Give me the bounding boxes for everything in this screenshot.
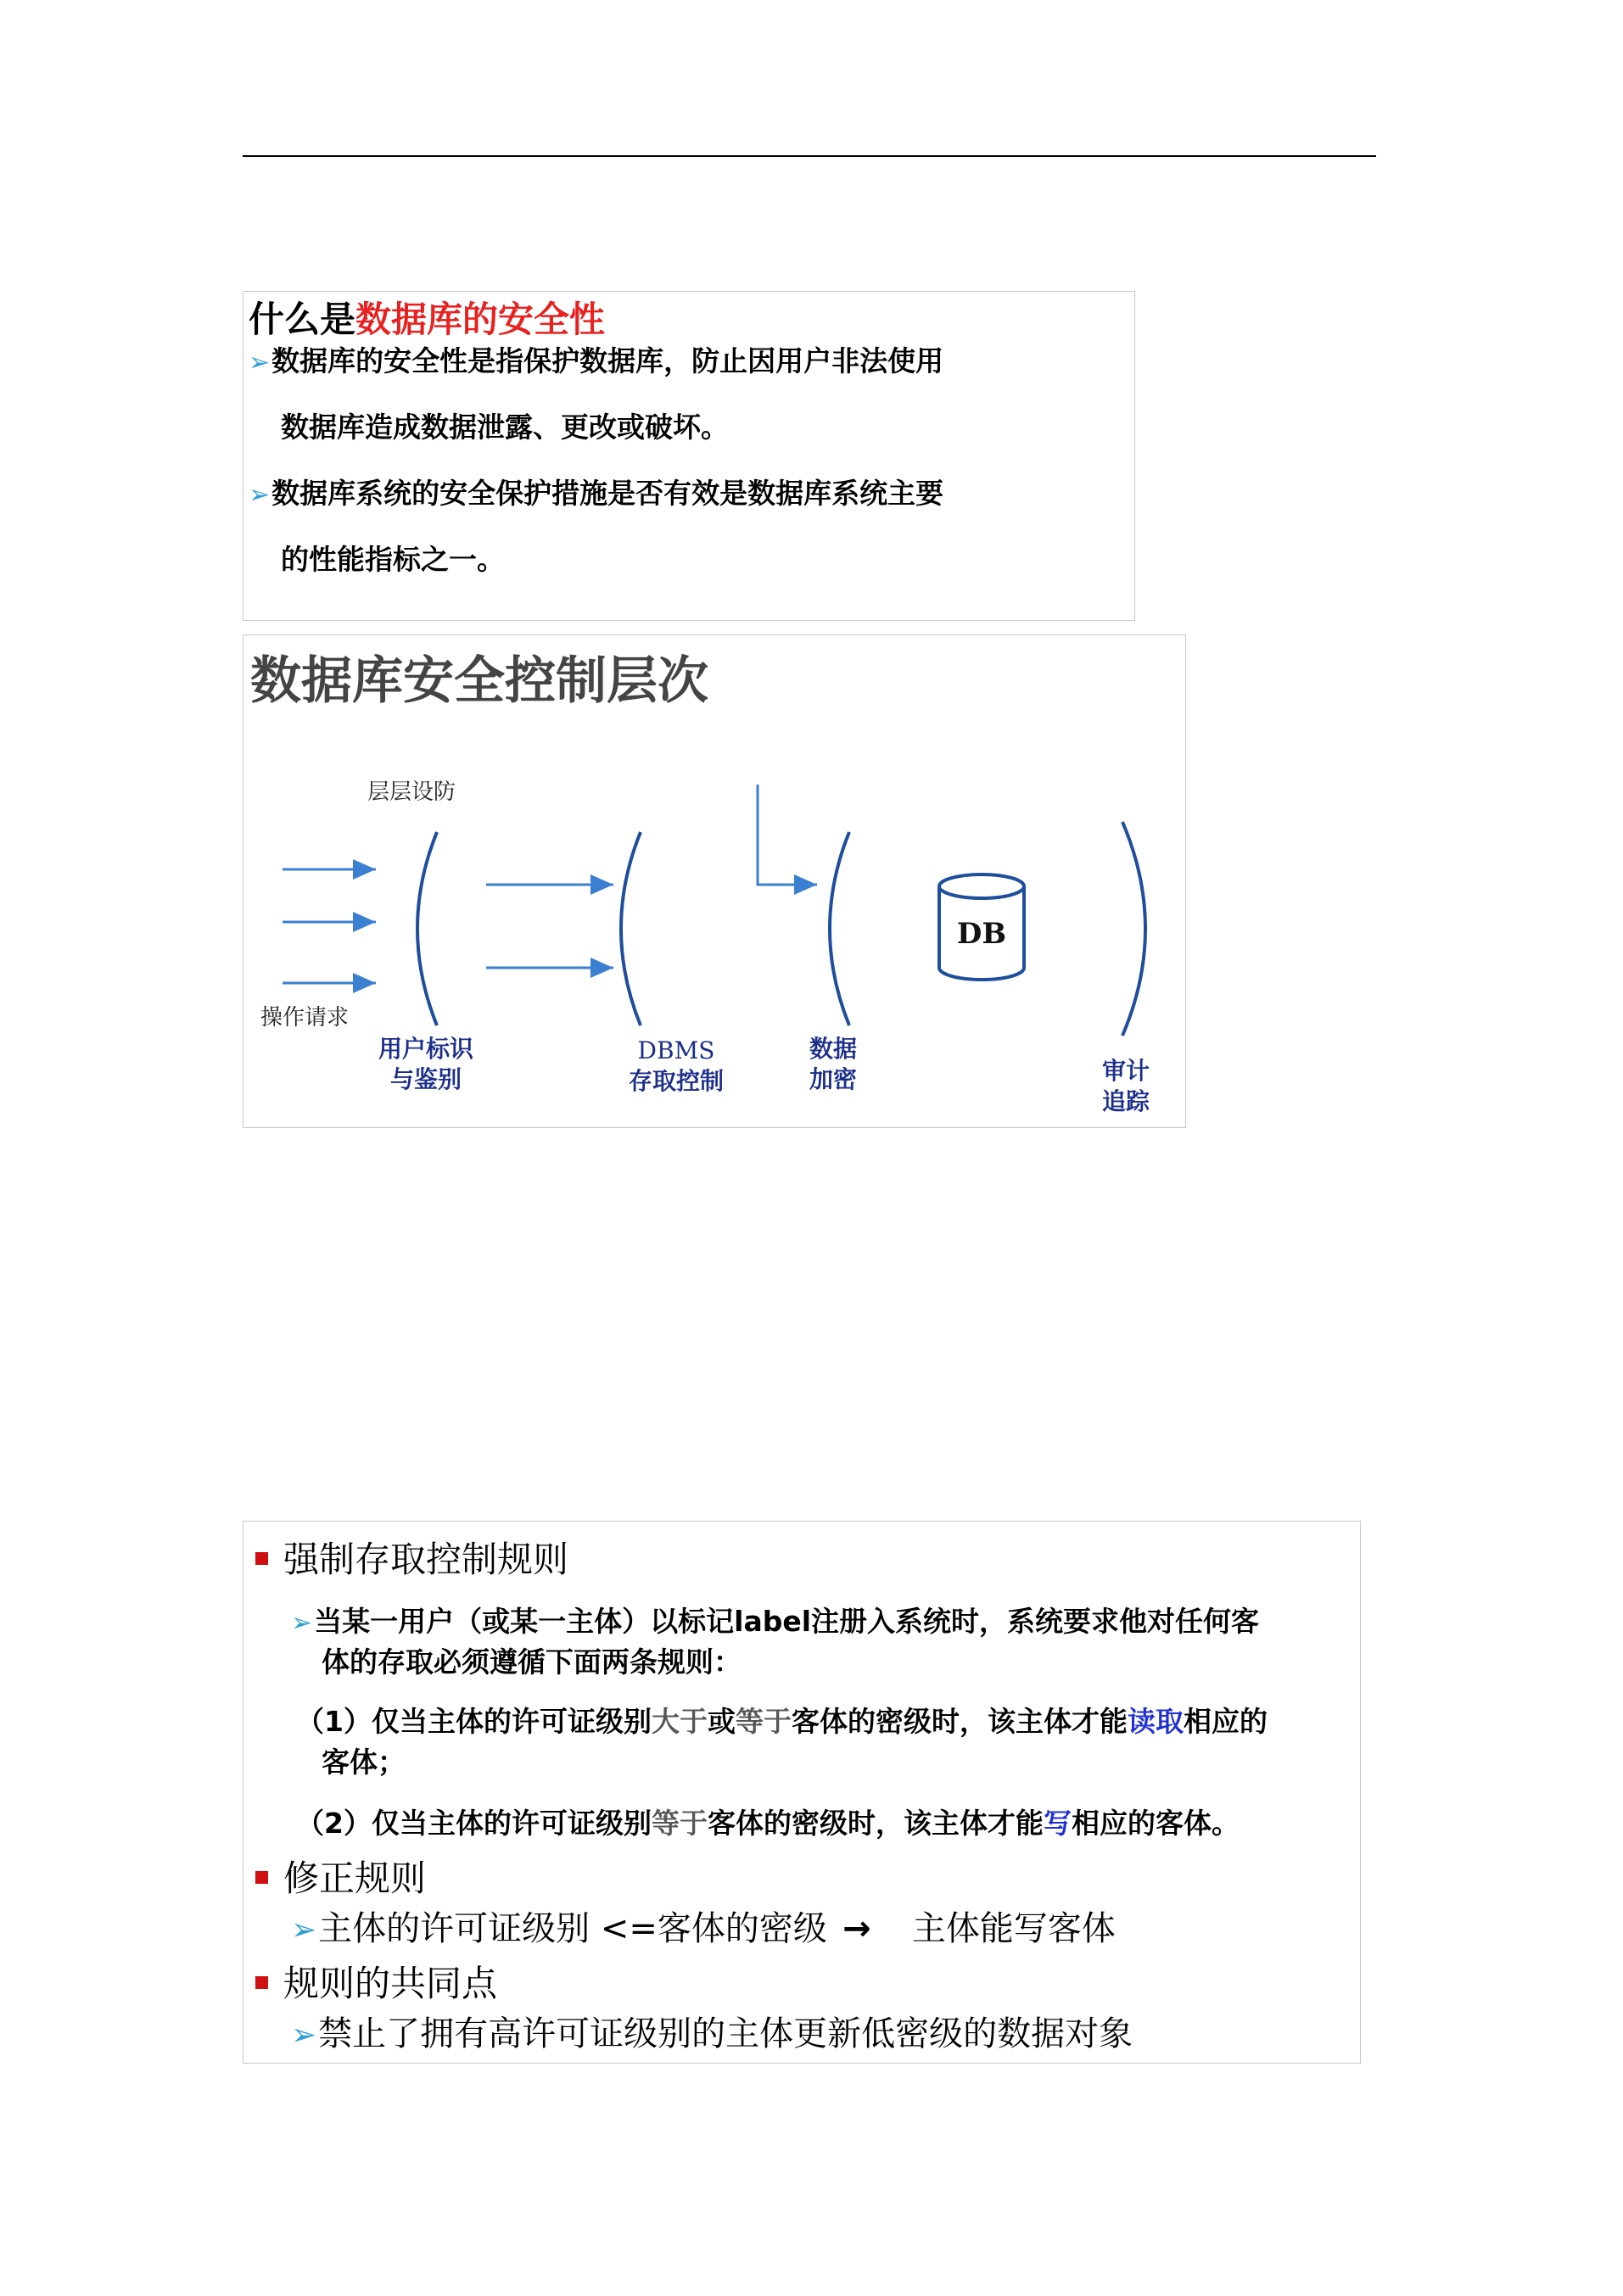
square-bullet-icon: [255, 1976, 268, 1989]
modified-rule-a: 主体的许可证级别 <=客体的密级: [318, 1909, 827, 1948]
rule2-a: （2）仅当主体的许可证级别: [296, 1807, 652, 1840]
label-request: 操作请求: [260, 1005, 350, 1031]
arrow-bullet-icon: ➢: [291, 1608, 313, 1638]
rule-intro-line2: 体的存取必须遵循下面两条规则：: [322, 1645, 742, 1679]
rule-1-line2: 客体；: [322, 1746, 406, 1779]
rule1-f: 读取: [1127, 1705, 1184, 1738]
title-prefix: 什么是: [249, 299, 356, 340]
label-audit-line1: 审计: [1101, 1057, 1150, 1085]
rule-2-line: [296, 1802, 1240, 1841]
rule1-b: 大于: [651, 1705, 708, 1738]
label-dbms-line2: 存取控制: [628, 1067, 724, 1095]
db-label: DB: [956, 917, 1007, 951]
label-dbms: [600, 1036, 753, 1097]
rule-1-line1: [296, 1700, 1268, 1740]
arrow-bullet-icon: ➢: [291, 1913, 317, 1947]
rule-intro-line1: [291, 1600, 1259, 1640]
barrier-encryption: [830, 832, 849, 1025]
rule1-g: 相应的: [1183, 1705, 1268, 1738]
common-point-line: [291, 2007, 1133, 2055]
bullet1-line1: 数据库的安全性是指保护数据库，防止因用户非法使用: [271, 344, 944, 377]
label-dbms-line1: DBMS: [637, 1036, 715, 1064]
rule1-e: 客体的密级时，该主体才能: [791, 1705, 1128, 1738]
bullet2-line2: 的性能指标之一。: [281, 543, 505, 576]
header-rule: [243, 155, 1376, 157]
heading-modified-rules: [255, 1851, 426, 1902]
slide-mac-rules: [243, 1521, 1361, 2064]
heading-text: 规则的共同点: [283, 1963, 498, 2004]
right-arrow-icon: →: [842, 1909, 871, 1948]
rule2-b: 等于: [651, 1807, 708, 1840]
modified-rule-line: [291, 1902, 1116, 1950]
crypto-arrow: [758, 785, 817, 885]
rule1-a: （1）仅当主体的许可证级别: [296, 1705, 652, 1738]
slide2-title: 数据库安全控制层次: [250, 651, 708, 711]
label-audit: [1083, 1056, 1168, 1117]
square-bullet-icon: [255, 1552, 268, 1565]
rule2-c: 客体的密级时，该主体才能: [707, 1807, 1044, 1840]
title-highlight: 数据库的安全性: [355, 299, 606, 340]
bullet-1: [249, 329, 1131, 460]
common-point-text: 禁止了拥有高许可证级别的主体更新低密级的数据对象: [318, 2014, 1133, 2053]
heading-text: 强制存取控制规则: [283, 1539, 569, 1580]
label-encryption: [786, 1034, 880, 1095]
heading-common-point: [255, 1956, 497, 2007]
rule2-e: 相应的客体。: [1071, 1807, 1240, 1840]
rule1-c: 或: [707, 1705, 736, 1738]
label-user-auth: [371, 1034, 481, 1095]
rule2-d: 写: [1043, 1807, 1072, 1840]
label-layers: 层层设防: [367, 779, 456, 805]
label-audit-line2: 追踪: [1101, 1087, 1150, 1115]
arrow-bullet-icon: ➢: [291, 2018, 317, 2053]
bullet2-line1: 数据库系统的安全保护措施是否有效是数据库系统主要: [271, 477, 944, 510]
label-data-line2: 加密: [809, 1065, 857, 1093]
label-data-line1: 数据: [809, 1035, 857, 1063]
slide-security-definition: [243, 291, 1135, 621]
barrier-user-auth: [417, 832, 437, 1025]
label-user-line2: 与鉴别: [389, 1065, 462, 1093]
barrier-dbms: [621, 832, 641, 1025]
arrow-bullet-icon: ➢: [249, 480, 271, 510]
modified-rule-b: 主体能写客体: [911, 1909, 1116, 1948]
heading-text: 修正规则: [283, 1857, 427, 1899]
square-bullet-icon: [255, 1871, 268, 1884]
rule1-d: 等于: [735, 1705, 792, 1738]
arrow-bullet-icon: ➢: [249, 348, 271, 377]
bullet-2: [249, 461, 1131, 592]
slide-security-layers: [243, 634, 1186, 1128]
label-user-line1: 用户标识: [378, 1035, 473, 1063]
bullet1-line2: 数据库造成数据泄露、更改或破坏。: [281, 411, 729, 444]
heading-mac-rules: [255, 1532, 568, 1583]
rule-intro-text1: 当某一用户（或某一主体）以标记label注册入系统时，系统要求他对任何客: [314, 1605, 1260, 1638]
barrier-audit: [1122, 822, 1145, 1036]
